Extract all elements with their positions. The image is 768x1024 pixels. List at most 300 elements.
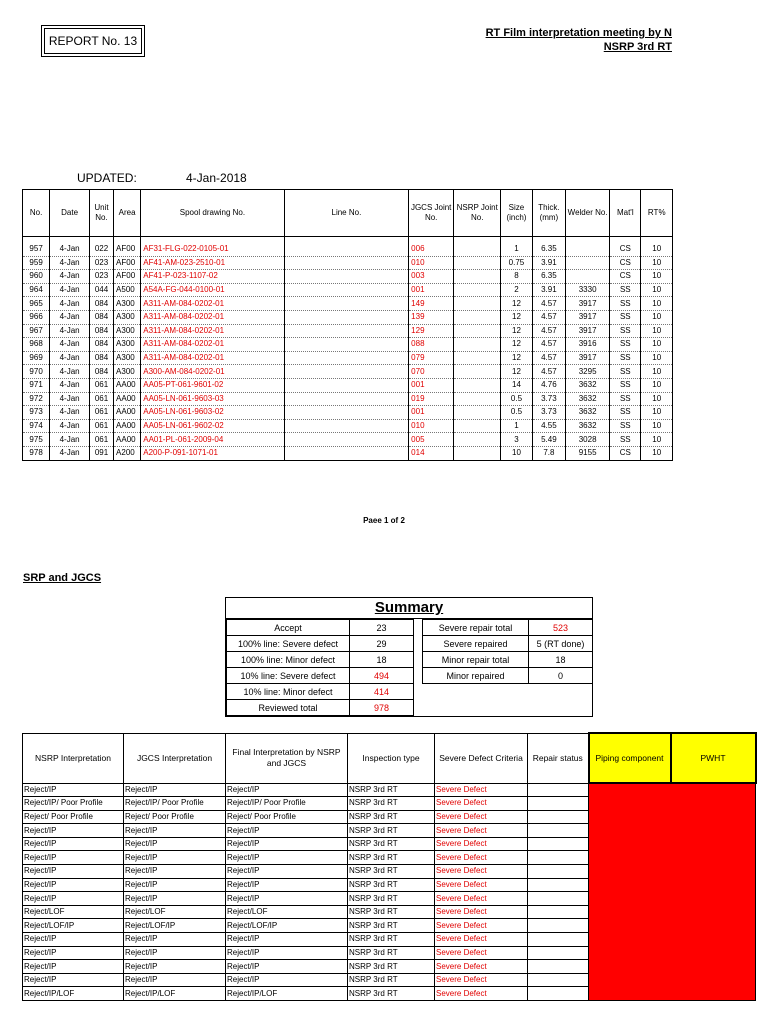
table-cell: 019 <box>409 392 454 406</box>
table-cell: 5.49 <box>532 433 565 447</box>
table-row <box>23 783 756 797</box>
table-row <box>23 351 673 365</box>
table-cell: 973 <box>23 406 50 420</box>
summary-value: 5 (RT done) <box>529 636 593 652</box>
table-cell: Reject/IP <box>226 973 348 987</box>
table-cell: AA00 <box>114 419 141 433</box>
table-cell <box>284 419 409 433</box>
summary-value: 29 <box>350 636 414 652</box>
table-cell: 4-Jan <box>50 406 90 420</box>
table-cell: Severe Defect <box>435 824 528 838</box>
table-cell: Reject/ Poor Profile <box>124 810 226 824</box>
summary-row <box>227 684 593 700</box>
table-cell: 3295 <box>566 365 610 379</box>
table-cell: 1 <box>501 419 532 433</box>
table-cell: 084 <box>89 324 113 338</box>
table-cell: 006 <box>409 243 454 256</box>
table-cell: 6.35 <box>532 270 565 284</box>
table-cell: SS <box>610 365 641 379</box>
table-cell: CS <box>610 270 641 284</box>
table-cell: A311-AM-084-0202-01 <box>141 338 284 352</box>
table-cell: Reject/IP/ Poor Profile <box>23 797 124 811</box>
table-cell: 3632 <box>566 406 610 420</box>
table-cell <box>528 946 589 960</box>
table-cell: A311-AM-084-0202-01 <box>141 324 284 338</box>
table-cell: AA05-LN-061-9603-03 <box>141 392 284 406</box>
table-cell: A311-AM-084-0202-01 <box>141 297 284 311</box>
table-row <box>23 243 673 256</box>
joint-col-header: Area <box>114 190 141 237</box>
title-line-2: NSRP 3rd RT <box>603 41 672 53</box>
table-cell <box>284 256 409 270</box>
summary-label: Accept <box>227 620 350 636</box>
table-cell: 4-Jan <box>50 324 90 338</box>
table-cell: NSRP 3rd RT <box>348 783 435 797</box>
table-cell: 974 <box>23 419 50 433</box>
table-cell: Reject/IP <box>124 946 226 960</box>
interp-col-header: Repair status <box>528 733 589 783</box>
table-cell: NSRP 3rd RT <box>348 810 435 824</box>
table-cell: 022 <box>89 243 113 256</box>
table-cell: Severe Defect <box>435 933 528 947</box>
table-cell <box>454 243 501 256</box>
table-cell: 4.57 <box>532 351 565 365</box>
table-cell: 10 <box>641 270 673 284</box>
table-cell <box>454 433 501 447</box>
table-cell: A300 <box>114 297 141 311</box>
table-cell: A54A-FG-044-0100-01 <box>141 283 284 297</box>
table-cell: Severe Defect <box>435 946 528 960</box>
joint-col-header: Line No. <box>284 190 409 237</box>
table-cell: Reject/IP <box>124 783 226 797</box>
table-cell <box>528 851 589 865</box>
joint-col-header: RT% <box>641 190 673 237</box>
table-cell <box>528 933 589 947</box>
table-cell: 001 <box>409 378 454 392</box>
summary-label: Reviewed total <box>227 700 350 716</box>
table-row <box>23 297 673 311</box>
table-cell: 001 <box>409 283 454 297</box>
table-cell: 3.91 <box>532 256 565 270</box>
table-cell: Reject/IP <box>23 946 124 960</box>
table-cell <box>454 256 501 270</box>
table-cell: AF00 <box>114 243 141 256</box>
table-cell: NSRP 3rd RT <box>348 973 435 987</box>
table-cell: 9155 <box>566 446 610 460</box>
table-cell <box>454 338 501 352</box>
table-cell: 4-Jan <box>50 338 90 352</box>
table-cell: Severe Defect <box>435 878 528 892</box>
table-cell: 10 <box>641 365 673 379</box>
joint-col-header: Thick. (mm) <box>532 190 565 237</box>
table-cell: Reject/LOF/IP <box>226 919 348 933</box>
table-cell: 10 <box>641 338 673 352</box>
table-cell: 061 <box>89 433 113 447</box>
table-cell: 4-Jan <box>50 283 90 297</box>
table-cell: Reject/IP <box>226 960 348 974</box>
table-cell: Reject/IP/LOF <box>226 987 348 1001</box>
table-cell: Reject/IP <box>23 878 124 892</box>
table-cell <box>566 270 610 284</box>
summary-panel <box>225 597 593 717</box>
table-cell <box>454 351 501 365</box>
table-cell: 4-Jan <box>50 310 90 324</box>
table-cell: SS <box>610 310 641 324</box>
table-cell: SS <box>610 406 641 420</box>
table-cell: CS <box>610 256 641 270</box>
table-cell <box>528 905 589 919</box>
table-cell: 969 <box>23 351 50 365</box>
table-cell <box>566 256 610 270</box>
table-cell: 061 <box>89 392 113 406</box>
joint-col-header: Date <box>50 190 90 237</box>
joint-col-header: Unit No. <box>89 190 113 237</box>
table-cell: 10 <box>641 351 673 365</box>
table-cell <box>454 378 501 392</box>
table-cell <box>284 406 409 420</box>
table-cell: 4-Jan <box>50 446 90 460</box>
summary-spacer <box>414 700 423 716</box>
table-cell: Severe Defect <box>435 837 528 851</box>
table-cell: 014 <box>409 446 454 460</box>
interp-col-header: PWHT <box>671 733 756 783</box>
table-cell: Reject/IP/ Poor Profile <box>124 797 226 811</box>
interp-col-header: Final Interpretation by NSRP and JGCS <box>226 733 348 783</box>
table-cell: Reject/IP <box>23 851 124 865</box>
table-cell: 3 <box>501 433 532 447</box>
joint-col-header: Welder No. <box>566 190 610 237</box>
table-cell: NSRP 3rd RT <box>348 919 435 933</box>
table-cell: 088 <box>409 338 454 352</box>
table-cell: AA01-PL-061-2009-04 <box>141 433 284 447</box>
table-row <box>23 378 673 392</box>
summary-value: 978 <box>350 700 414 716</box>
table-cell <box>284 283 409 297</box>
table-cell: Severe Defect <box>435 797 528 811</box>
summary-spacer <box>414 668 423 684</box>
summary-spacer <box>414 652 423 668</box>
table-row <box>23 283 673 297</box>
table-cell: 0.5 <box>501 392 532 406</box>
table-cell <box>528 919 589 933</box>
joint-table <box>22 189 673 461</box>
table-cell <box>454 446 501 460</box>
table-cell: Reject/ Poor Profile <box>226 810 348 824</box>
table-cell: Reject/IP <box>23 960 124 974</box>
report-number: REPORT No. 13 <box>48 34 138 48</box>
section-title: SRP and JGCS <box>23 572 102 584</box>
table-cell <box>454 365 501 379</box>
table-cell <box>528 837 589 851</box>
table-cell: 10 <box>641 378 673 392</box>
table-cell: Severe Defect <box>435 851 528 865</box>
table-cell: Reject/IP <box>226 851 348 865</box>
table-cell <box>284 392 409 406</box>
table-cell: Reject/IP <box>124 837 226 851</box>
table-cell: 061 <box>89 419 113 433</box>
table-cell: Reject/IP <box>124 878 226 892</box>
table-cell <box>528 973 589 987</box>
table-cell: 6.35 <box>532 243 565 256</box>
summary-label: 100% line: Minor defect <box>227 652 350 668</box>
table-cell: 3632 <box>566 419 610 433</box>
table-cell: 005 <box>409 433 454 447</box>
table-cell <box>284 297 409 311</box>
table-cell: 010 <box>409 256 454 270</box>
table-cell: 0.5 <box>501 406 532 420</box>
table-cell: SS <box>610 283 641 297</box>
table-row <box>23 310 673 324</box>
table-cell: 12 <box>501 297 532 311</box>
table-cell: 0.75 <box>501 256 532 270</box>
table-cell: NSRP 3rd RT <box>348 933 435 947</box>
table-cell: Reject/IP <box>226 933 348 947</box>
table-cell: 10 <box>641 283 673 297</box>
table-cell: 3.73 <box>532 392 565 406</box>
table-cell: AA00 <box>114 406 141 420</box>
table-cell <box>454 406 501 420</box>
table-row <box>23 446 673 460</box>
table-cell: AA05-LN-061-9603-02 <box>141 406 284 420</box>
interpretation-table-header <box>23 733 756 783</box>
summary-value: 523 <box>529 620 593 636</box>
table-cell <box>284 338 409 352</box>
table-cell: 4-Jan <box>50 351 90 365</box>
table-cell: A300-AM-084-0202-01 <box>141 365 284 379</box>
table-cell: Reject/LOF/IP <box>23 919 124 933</box>
table-cell <box>528 824 589 838</box>
table-cell <box>528 878 589 892</box>
table-cell: A200-P-091-1071-01 <box>141 446 284 460</box>
table-cell <box>528 783 589 797</box>
table-cell <box>284 433 409 447</box>
table-cell: 12 <box>501 310 532 324</box>
table-cell <box>454 283 501 297</box>
summary-row <box>227 636 593 652</box>
table-cell: 003 <box>409 270 454 284</box>
table-cell: 3917 <box>566 310 610 324</box>
table-cell: 139 <box>409 310 454 324</box>
table-cell: Severe Defect <box>435 783 528 797</box>
table-cell: A300 <box>114 324 141 338</box>
table-cell: NSRP 3rd RT <box>348 837 435 851</box>
table-cell: 3.73 <box>532 406 565 420</box>
table-cell: 044 <box>89 283 113 297</box>
joint-col-header: JGCS Joint No. <box>409 190 454 237</box>
table-cell: 10 <box>641 392 673 406</box>
piping-pwht-fill <box>589 783 756 1001</box>
summary-value: 494 <box>350 668 414 684</box>
updated-date: 4-Jan-2018 <box>186 171 247 185</box>
table-cell: NSRP 3rd RT <box>348 987 435 1001</box>
table-cell: CS <box>610 446 641 460</box>
table-cell: Reject/LOF <box>226 905 348 919</box>
page-number: Paee 1 of 2 <box>363 516 405 525</box>
summary-empty <box>529 700 593 716</box>
table-row <box>23 392 673 406</box>
table-cell: Reject/IP <box>226 824 348 838</box>
table-cell: 091 <box>89 446 113 460</box>
table-cell: 968 <box>23 338 50 352</box>
table-row <box>23 406 673 420</box>
table-cell: Reject/IP <box>124 824 226 838</box>
table-cell: 4-Jan <box>50 256 90 270</box>
summary-table <box>226 619 593 716</box>
summary-value: 18 <box>529 652 593 668</box>
table-cell: SS <box>610 433 641 447</box>
table-cell <box>528 797 589 811</box>
table-cell: 3028 <box>566 433 610 447</box>
table-cell: 10 <box>641 310 673 324</box>
table-cell: 971 <box>23 378 50 392</box>
table-cell: 084 <box>89 310 113 324</box>
table-cell <box>284 243 409 256</box>
table-cell: Reject/IP <box>23 783 124 797</box>
table-cell: AA00 <box>114 378 141 392</box>
table-cell: Reject/IP/LOF <box>23 987 124 1001</box>
table-cell: Reject/IP <box>23 865 124 879</box>
table-cell: Reject/LOF/IP <box>124 919 226 933</box>
summary-empty <box>423 684 529 700</box>
table-cell: AA05-PT-061-9601-02 <box>141 378 284 392</box>
table-cell: 10 <box>641 297 673 311</box>
table-cell: 084 <box>89 365 113 379</box>
summary-empty <box>529 684 593 700</box>
table-cell: 4.57 <box>532 297 565 311</box>
table-cell: Reject/IP <box>23 973 124 987</box>
table-cell <box>284 378 409 392</box>
report-number-box <box>44 28 142 54</box>
table-cell: 061 <box>89 406 113 420</box>
joint-table-body <box>23 237 673 461</box>
joint-col-header: NSRP Joint No. <box>454 190 501 237</box>
table-cell: 10 <box>641 243 673 256</box>
table-cell: A300 <box>114 351 141 365</box>
table-cell: Reject/IP <box>226 865 348 879</box>
table-cell: Severe Defect <box>435 960 528 974</box>
table-cell: A500 <box>114 283 141 297</box>
table-cell: Severe Defect <box>435 919 528 933</box>
table-cell: 4-Jan <box>50 365 90 379</box>
table-cell: 8 <box>501 270 532 284</box>
table-cell: NSRP 3rd RT <box>348 960 435 974</box>
document-title <box>420 26 672 54</box>
table-cell: NSRP 3rd RT <box>348 865 435 879</box>
table-cell: 3917 <box>566 324 610 338</box>
table-cell: Reject/IP <box>23 837 124 851</box>
joint-table-header <box>23 190 673 237</box>
table-cell: Reject/IP <box>226 892 348 906</box>
table-cell: 4.57 <box>532 324 565 338</box>
table-cell: 3.91 <box>532 283 565 297</box>
table-cell: 3632 <box>566 392 610 406</box>
table-cell: 084 <box>89 297 113 311</box>
summary-row <box>227 700 593 716</box>
table-cell: SS <box>610 351 641 365</box>
table-cell: NSRP 3rd RT <box>348 797 435 811</box>
interp-col-header: NSRP Interpretation <box>23 733 124 783</box>
table-cell: 1 <box>501 243 532 256</box>
table-cell: 4-Jan <box>50 297 90 311</box>
table-cell: 12 <box>501 324 532 338</box>
table-cell: 4-Jan <box>50 433 90 447</box>
table-cell: Reject/LOF <box>23 905 124 919</box>
table-cell: AF41-AM-023-2510-01 <box>141 256 284 270</box>
table-cell: 970 <box>23 365 50 379</box>
table-cell: 149 <box>409 297 454 311</box>
table-cell: AA00 <box>114 433 141 447</box>
table-cell: Reject/IP <box>124 851 226 865</box>
table-cell: Severe Defect <box>435 810 528 824</box>
table-cell: 129 <box>409 324 454 338</box>
table-cell: 10 <box>641 433 673 447</box>
table-cell: A300 <box>114 310 141 324</box>
table-cell: 4.57 <box>532 365 565 379</box>
table-cell <box>454 324 501 338</box>
table-cell: 023 <box>89 256 113 270</box>
table-cell: Reject/IP <box>124 933 226 947</box>
table-cell: A300 <box>114 338 141 352</box>
table-cell: 4.57 <box>532 338 565 352</box>
table-cell <box>284 351 409 365</box>
table-row <box>23 365 673 379</box>
table-cell: Reject/IP/ Poor Profile <box>226 797 348 811</box>
table-cell: SS <box>610 378 641 392</box>
table-cell: 3916 <box>566 338 610 352</box>
table-cell: Reject/IP <box>23 933 124 947</box>
table-cell <box>528 810 589 824</box>
table-cell: A200 <box>114 446 141 460</box>
table-row <box>23 419 673 433</box>
table-cell <box>284 270 409 284</box>
summary-value: 18 <box>350 652 414 668</box>
table-cell: 4.57 <box>532 310 565 324</box>
summary-label: Severe repair total <box>423 620 529 636</box>
table-cell: SS <box>610 297 641 311</box>
table-cell: NSRP 3rd RT <box>348 851 435 865</box>
summary-label: 100% line: Severe defect <box>227 636 350 652</box>
interp-col-header: Severe Defect Criteria <box>435 733 528 783</box>
table-cell: 10 <box>501 446 532 460</box>
table-cell: 10 <box>641 324 673 338</box>
table-cell: Severe Defect <box>435 905 528 919</box>
table-cell <box>528 865 589 879</box>
table-cell: 001 <box>409 406 454 420</box>
table-cell: 3917 <box>566 351 610 365</box>
table-cell: Severe Defect <box>435 987 528 1001</box>
interp-col-header: JGCS Interpretation <box>124 733 226 783</box>
summary-label: Minor repaired <box>423 668 529 684</box>
summary-value: 414 <box>350 684 414 700</box>
table-cell: Reject/IP <box>124 892 226 906</box>
table-cell: 4.55 <box>532 419 565 433</box>
table-cell: Reject/IP <box>226 837 348 851</box>
table-cell: 061 <box>89 378 113 392</box>
table-cell: SS <box>610 392 641 406</box>
table-cell: NSRP 3rd RT <box>348 892 435 906</box>
table-cell: 070 <box>409 365 454 379</box>
table-cell: AF00 <box>114 270 141 284</box>
table-cell: NSRP 3rd RT <box>348 905 435 919</box>
table-cell: AF00 <box>114 256 141 270</box>
summary-label: 10% line: Minor defect <box>227 684 350 700</box>
table-cell <box>284 446 409 460</box>
table-cell: SS <box>610 324 641 338</box>
table-cell <box>284 324 409 338</box>
table-cell <box>566 243 610 256</box>
table-cell: Severe Defect <box>435 973 528 987</box>
table-cell: Reject/LOF <box>124 905 226 919</box>
